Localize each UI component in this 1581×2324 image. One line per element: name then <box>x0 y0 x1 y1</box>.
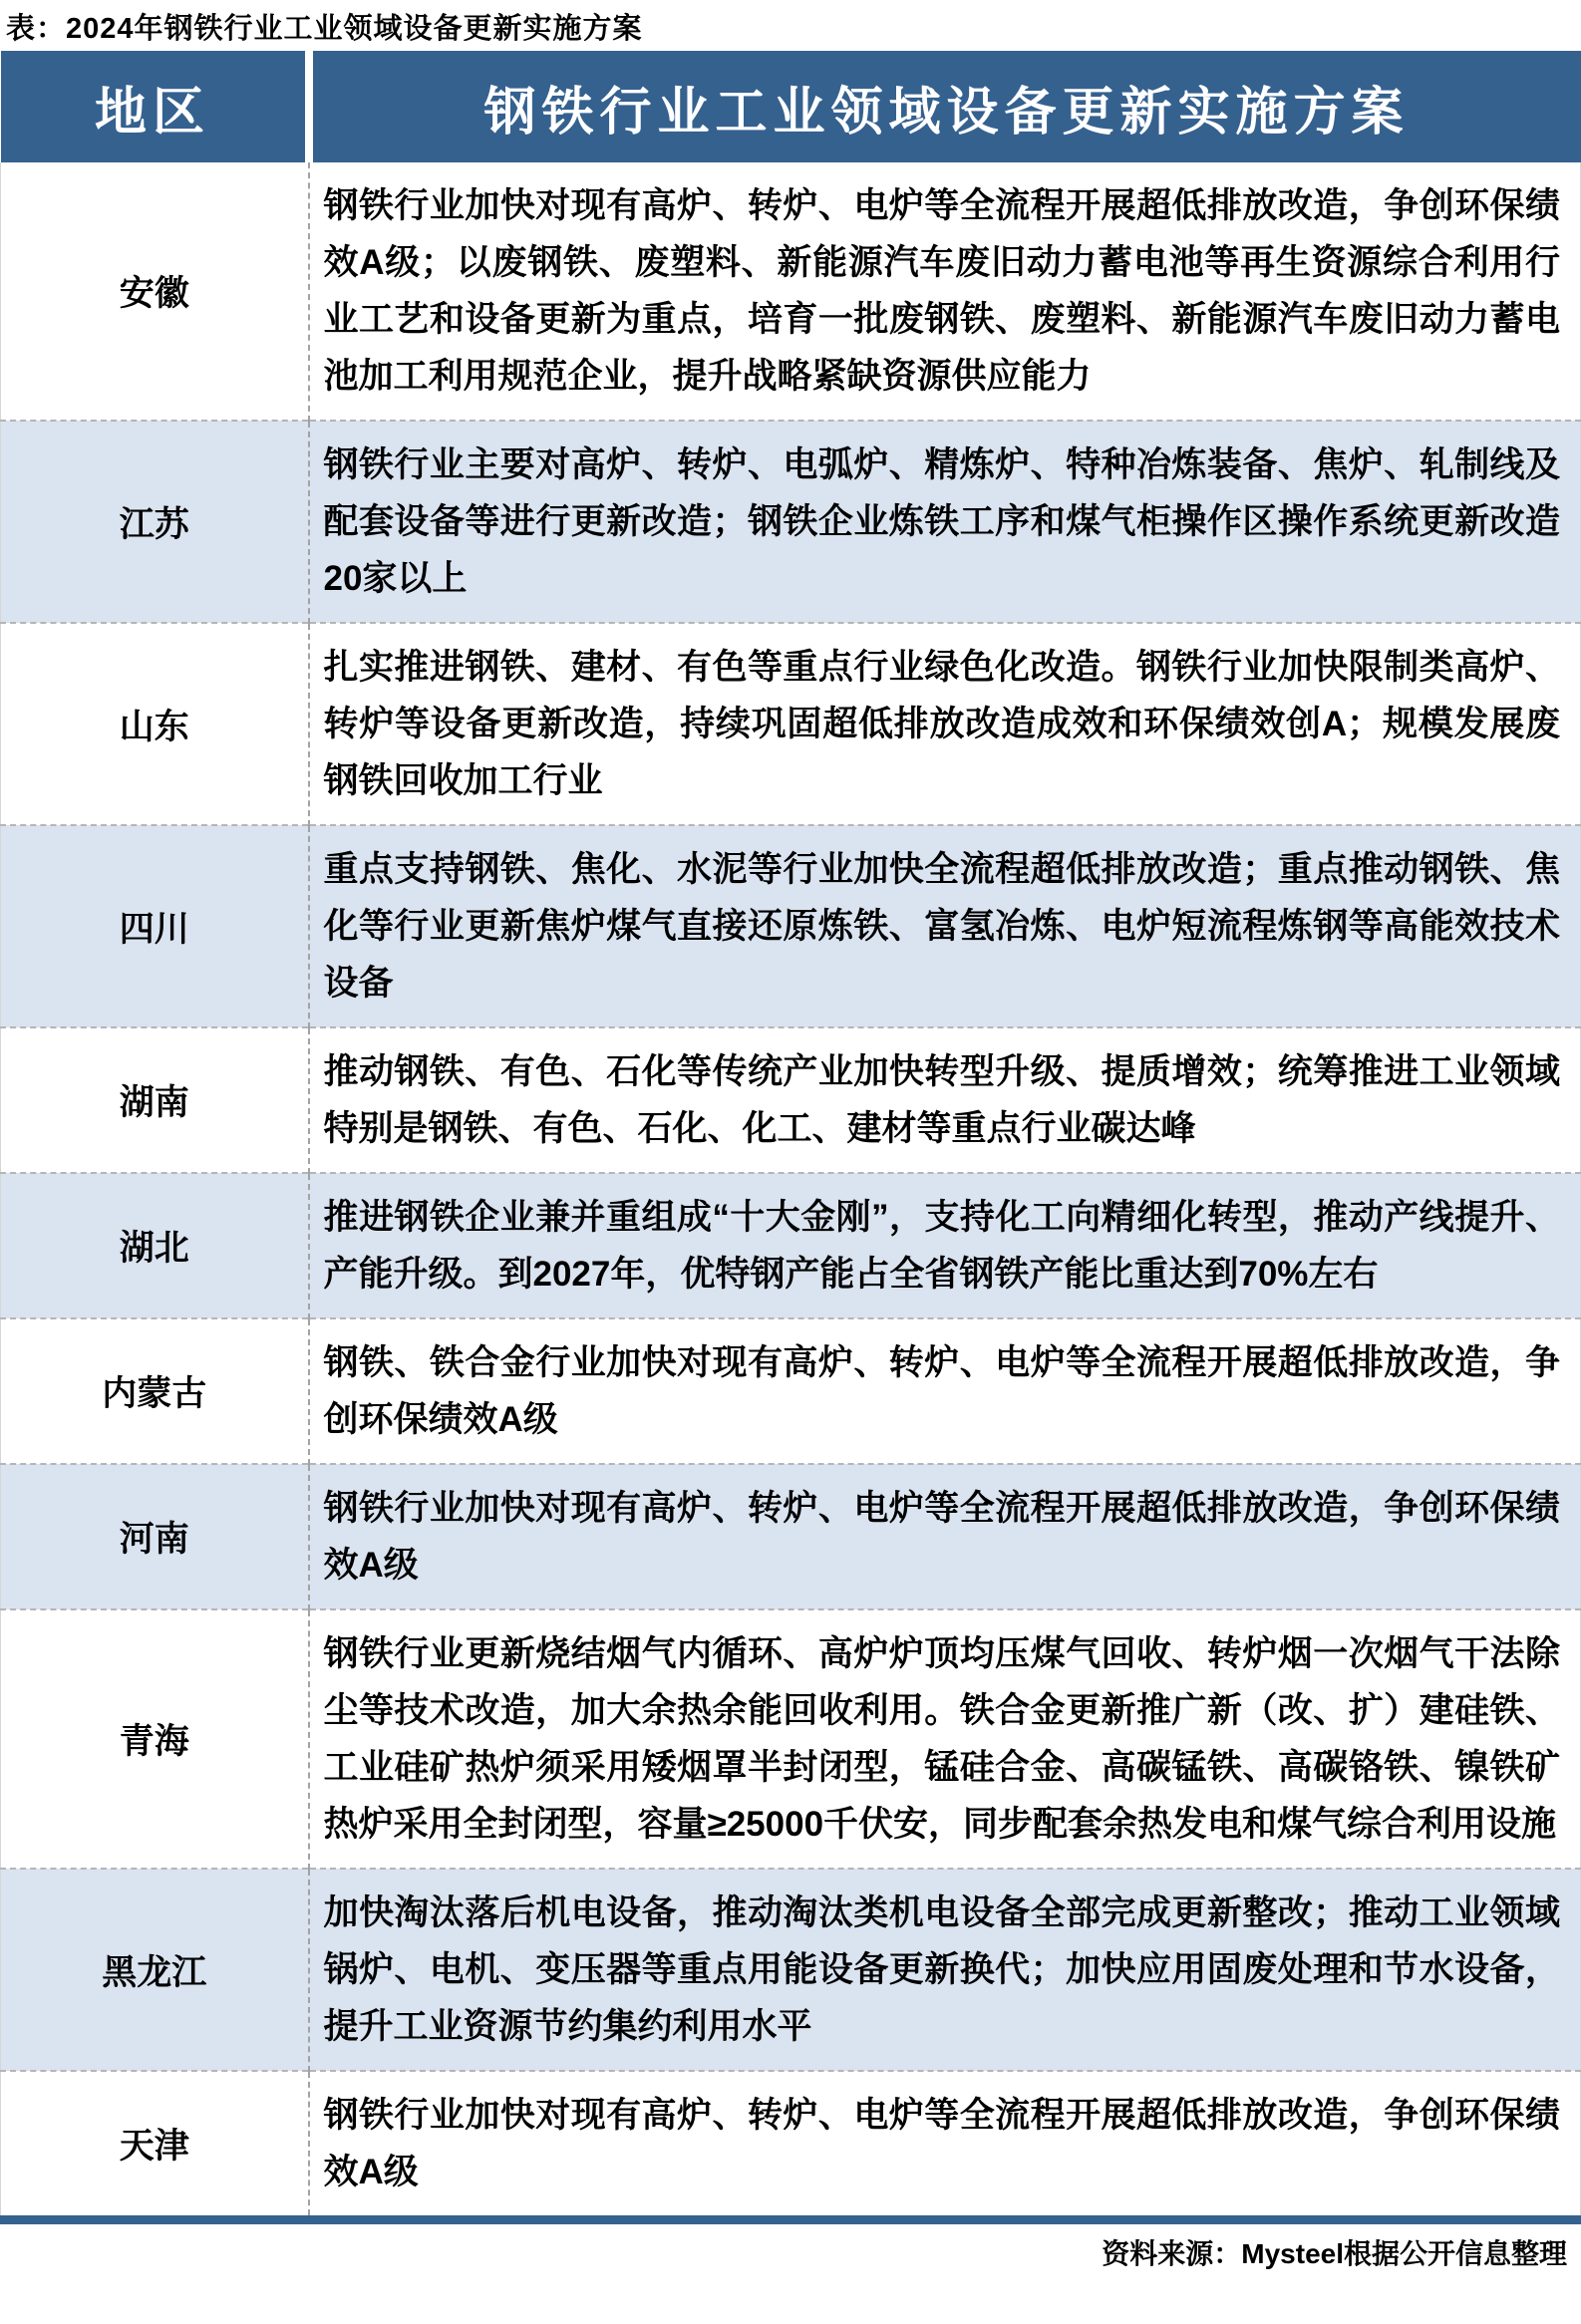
header-cell-region: 地区 <box>1 51 309 162</box>
plan-cell: 钢铁、铁合金行业加快对现有高炉、转炉、电炉等全流程开展超低排放改造，争创环保绩效A级 <box>309 1318 1581 1464</box>
table-title: 表：2024年钢铁行业工业领域设备更新实施方案 <box>6 13 643 45</box>
plan-cell: 钢铁行业加快对现有高炉、转炉、电炉等全流程开展超低排放改造，争创环保绩效A级；以废钢铁、废塑料、新能源汽车废旧动力蓄电池等再生资源综合利用行业工艺和设备更新为重点，培育一批废钢铁、废塑料、新能源汽车废旧动力蓄电池加工利用规范企业，提升战略紧缺资源供应能力 <box>309 162 1581 421</box>
plan-cell: 钢铁行业主要对高炉、转炉、电弧炉、精炼炉、特种冶炼装备、焦炉、轧制线及配套设备等进行更新改造；钢铁企业炼铁工序和煤气柜操作区操作系统更新改造20家以上 <box>309 421 1581 623</box>
plan-cell: 钢铁行业加快对现有高炉、转炉、电炉等全流程开展超低排放改造，争创环保绩效A级 <box>309 2071 1581 2215</box>
table-row <box>1 1609 1581 1869</box>
region-cell: 湖南 <box>1 1027 309 1173</box>
table-row <box>1 1869 1581 2071</box>
plan-table <box>0 51 1581 2215</box>
table-row <box>1 421 1581 623</box>
bottom-accent-bar <box>0 2215 1581 2224</box>
table-body <box>1 162 1581 2215</box>
table-row <box>1 1027 1581 1173</box>
region-cell: 河南 <box>1 1464 309 1609</box>
region-cell: 天津 <box>1 2071 309 2215</box>
header-row <box>1 51 1581 162</box>
plan-cell: 推进钢铁企业兼并重组成“十大金刚”，支持化工向精细化转型，推动产线提升、产能升级。到2027年，优特钢产能占全省钢铁产能比重达到70%左右 <box>309 1173 1581 1318</box>
table-row <box>1 1318 1581 1464</box>
table-row <box>1 623 1581 825</box>
header-cell-plan: 钢铁行业工业领域设备更新实施方案 <box>309 51 1581 162</box>
table-row <box>1 1173 1581 1318</box>
table-header <box>1 51 1581 162</box>
plan-cell: 加快淘汰落后机电设备，推动淘汰类机电设备全部完成更新整改；推动工业领域锅炉、电机、变压器等重点用能设备更新换代；加快应用固废处理和节水设备，提升工业资源节约集约利用水平 <box>309 1869 1581 2071</box>
region-cell: 山东 <box>1 623 309 825</box>
region-cell: 内蒙古 <box>1 1318 309 1464</box>
table-row <box>1 825 1581 1027</box>
plan-cell: 钢铁行业更新烧结烟气内循环、高炉炉顶均压煤气回收、转炉烟一次烟气干法除尘等技术改造，加大余热余能回收利用。铁合金更新推广新（改、扩）建硅铁、工业硅矿热炉须采用矮烟罩半封闭型，锰硅合金、高碳锰铁、高碳铬铁、镍铁矿热炉采用全封闭型，容量≥25000千伏安，同步配套余热发电和煤气综合利用设施 <box>309 1609 1581 1869</box>
region-cell: 四川 <box>1 825 309 1027</box>
plan-cell: 扎实推进钢铁、建材、有色等重点行业绿色化改造。钢铁行业加快限制类高炉、转炉等设备更新改造，持续巩固超低排放改造成效和环保绩效创A；规模发展废钢铁回收加工行业 <box>309 623 1581 825</box>
table-row <box>1 1464 1581 1609</box>
source-note: 资料来源：Mysteel根据公开信息整理 <box>1102 2238 1567 2269</box>
region-cell: 黑龙江 <box>1 1869 309 2071</box>
table-row <box>1 162 1581 421</box>
region-cell: 青海 <box>1 1609 309 1869</box>
plan-cell: 钢铁行业加快对现有高炉、转炉、电炉等全流程开展超低排放改造，争创环保绩效A级 <box>309 1464 1581 1609</box>
plan-cell: 重点支持钢铁、焦化、水泥等行业加快全流程超低排放改造；重点推动钢铁、焦化等行业更新焦炉煤气直接还原炼铁、富氢冶炼、电炉短流程炼钢等高能效技术设备 <box>309 825 1581 1027</box>
table-row <box>1 2071 1581 2215</box>
region-cell: 湖北 <box>1 1173 309 1318</box>
plan-cell: 推动钢铁、有色、石化等传统产业加快转型升级、提质增效；统筹推进工业领域特别是钢铁、有色、石化、化工、建材等重点行业碳达峰 <box>309 1027 1581 1173</box>
region-cell: 安徽 <box>1 162 309 421</box>
region-cell: 江苏 <box>1 421 309 623</box>
